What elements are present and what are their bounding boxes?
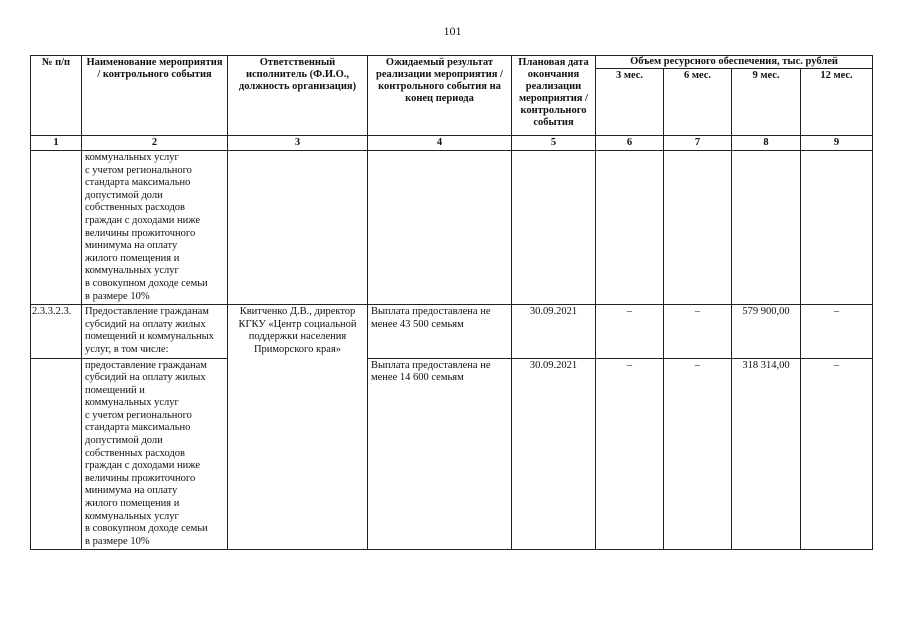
date-cell <box>512 151 596 305</box>
activities-table <box>30 55 873 550</box>
header-num: № п/п <box>31 56 82 136</box>
header-name: Наименование мероприятия / контрольного события <box>82 56 228 136</box>
name-cell-continuation <box>82 151 228 305</box>
value-3-months: – <box>596 305 664 358</box>
text-line: коммунальных услуг <box>85 265 179 277</box>
text-line: субсидий на оплату жилых <box>85 372 206 384</box>
value-cell <box>596 151 664 305</box>
text-line: граждан с доходами ниже <box>85 460 201 472</box>
name-cell-sub <box>82 358 228 550</box>
header-responsible: Ответственный исполнитель (Ф.И.О., должность организация) <box>228 56 368 136</box>
name-cell-main: Предоставление гражданам субсидий на оплату жилых помещений и коммунальных услуг, в том числе: <box>82 305 228 358</box>
value-cell <box>801 151 873 305</box>
header-12-months: 12 мес. <box>801 69 873 136</box>
header-result: Ожидаемый результат реализации мероприятия / контрольного события на конец периода <box>368 56 512 136</box>
result-cell-main: Выплата предоставлена не менее 43 500 семьям <box>368 305 512 358</box>
header-resources: Объем ресурсного обеспечения, тыс. рублей <box>596 56 873 69</box>
text-line: с учетом регионального <box>85 409 192 421</box>
value-6-months: – <box>664 358 732 550</box>
text-line: коммунальных услуг <box>85 510 179 522</box>
text-line: величины прожиточного <box>85 472 196 484</box>
text-line: коммунальных услуг <box>85 152 179 163</box>
column-index: 1 <box>31 136 82 151</box>
column-index: 9 <box>801 136 873 151</box>
value-cell <box>664 151 732 305</box>
text-line: жилого помещения и <box>85 498 180 510</box>
text-line: собственных расходов <box>85 202 186 214</box>
value-6-months: – <box>664 305 732 358</box>
value-3-months: – <box>596 358 664 550</box>
column-index-row <box>31 136 873 151</box>
text-line: величины прожиточного <box>85 227 196 239</box>
text-line: граждан с доходами ниже <box>85 214 201 226</box>
column-index: 4 <box>368 136 512 151</box>
header-3-months: 3 мес. <box>596 69 664 136</box>
text-line: с учетом регионального <box>85 164 192 176</box>
value-12-months: – <box>801 358 873 550</box>
text-line: стандарта максимально <box>85 422 191 434</box>
column-index: 6 <box>596 136 664 151</box>
date-cell-main: 30.09.2021 <box>512 305 596 358</box>
table-row-main <box>31 305 873 358</box>
header-9-months: 9 мес. <box>732 69 801 136</box>
value-12-months: – <box>801 305 873 358</box>
header-date: Плановая дата окончания реализации мероприятия / контрольного события <box>512 56 596 136</box>
text-line: коммунальных услуг <box>85 397 179 409</box>
result-cell-sub: Выплата предоставлена не менее 14 600 семьям <box>368 358 512 550</box>
text-line: в совокупном доходе семьи <box>85 277 208 289</box>
date-cell-sub: 30.09.2021 <box>512 358 596 550</box>
text-line: предоставление гражданам <box>85 359 207 371</box>
value-9-months: 579 900,00 <box>732 305 801 358</box>
text-line: в размере 10% <box>85 290 150 302</box>
row-number: 2.3.3.2.3. <box>31 305 82 358</box>
num-cell <box>31 151 82 305</box>
text-line: в размере 10% <box>85 535 150 547</box>
column-index: 2 <box>82 136 228 151</box>
column-index: 3 <box>228 136 368 151</box>
value-9-months: 318 314,00 <box>732 358 801 550</box>
text-line: жилого помещения и <box>85 252 180 264</box>
result-cell <box>368 151 512 305</box>
responsible-cell: Квитченко Д.В., директор КГКУ «Центр социальной поддержки населения Приморского края» <box>228 305 368 550</box>
text-line: минимума на оплату <box>85 485 178 497</box>
table-row-sub <box>31 358 873 550</box>
text-line: стандарта максимально <box>85 177 191 189</box>
column-index: 8 <box>732 136 801 151</box>
page-number: 101 <box>443 24 462 38</box>
header-row <box>31 56 873 69</box>
responsible-cell <box>228 151 368 305</box>
column-index: 5 <box>512 136 596 151</box>
text-line: собственных расходов <box>85 447 186 459</box>
text-line: минимума на оплату <box>85 240 178 252</box>
text-line: в совокупном доходе семьи <box>85 523 208 535</box>
num-cell <box>31 358 82 550</box>
text-line: помещений и <box>85 384 145 396</box>
value-cell <box>732 151 801 305</box>
header-6-months: 6 мес. <box>664 69 732 136</box>
column-index: 7 <box>664 136 732 151</box>
text-line: допустимой доли <box>85 435 163 447</box>
text-line: допустимой доли <box>85 189 163 201</box>
table-row-continuation <box>31 151 873 305</box>
